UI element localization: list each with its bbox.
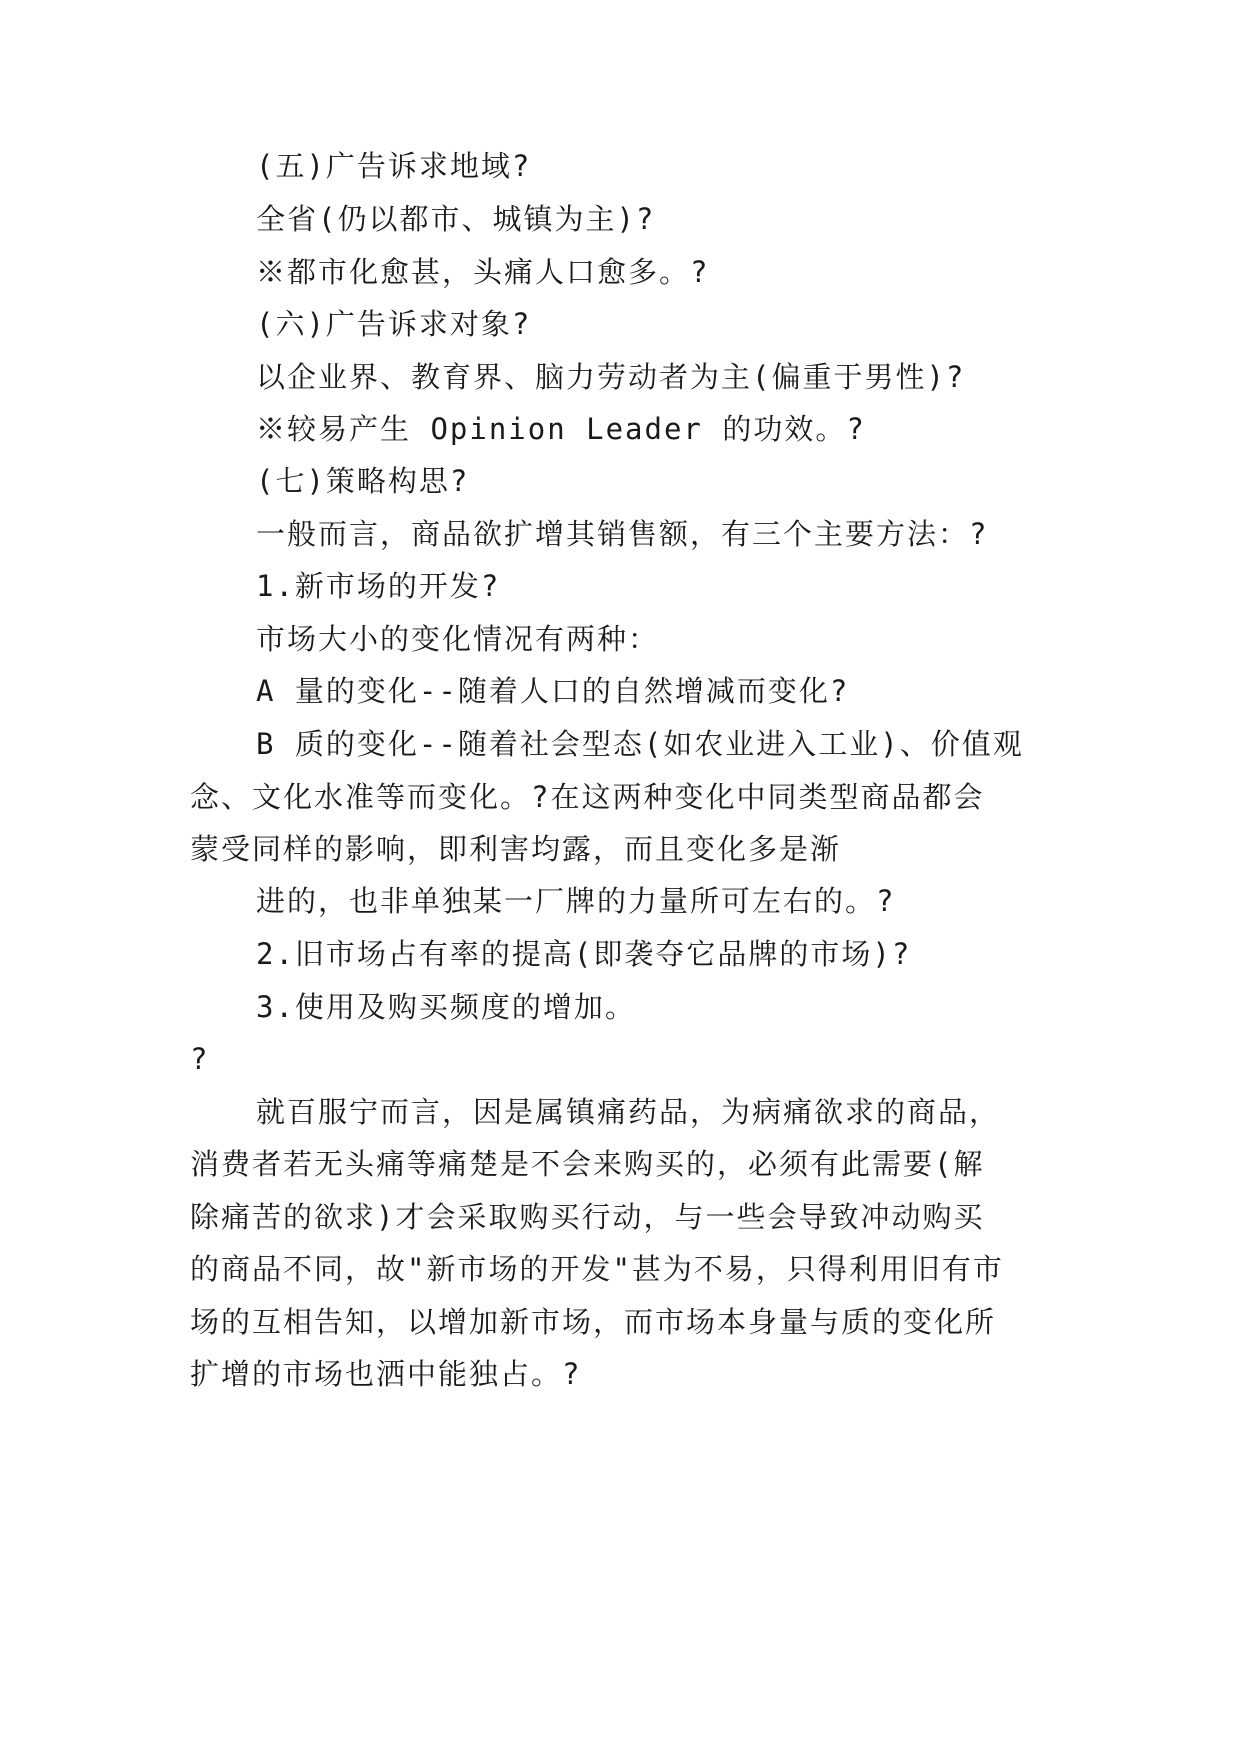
paragraph-line: (七)策略构思? xyxy=(256,464,470,498)
paragraph-line: A 量的变化--随着人口的自然增减而变化? xyxy=(256,674,850,708)
paragraph-line: 3.使用及购买频度的增加。 xyxy=(256,990,636,1024)
paragraph-line: 场的互相告知，以增加新市场，而市场本身量与质的变化所 xyxy=(190,1305,997,1339)
paragraph-line: 扩增的市场也洒中能独占。? xyxy=(190,1357,582,1391)
paragraph-line: 的商品不同，故"新市场的开发"甚为不易，只得利用旧有市 xyxy=(190,1252,1004,1286)
paragraph-line: 消费者若无头痛等痛楚是不会来购买的，必须有此需要(解 xyxy=(190,1147,985,1181)
paragraph-line: ※都市化愈甚，头痛人口愈多。? xyxy=(256,255,710,289)
paragraph-line: (六)广告诉求对象? xyxy=(256,307,532,341)
paragraph-line: 除痛苦的欲求)才会采取购买行动，与一些会导致冲动购买 xyxy=(190,1200,985,1234)
paragraph-line: 全省(仍以都市、城镇为主)? xyxy=(256,202,656,236)
paragraph-line: ? xyxy=(190,1042,210,1076)
paragraph-line: 市场大小的变化情况有两种： xyxy=(256,622,660,656)
paragraph-line: 就百服宁而言，因是属镇痛药品，为病痛欲求的商品， xyxy=(256,1095,1001,1129)
paragraph-line: 进的，也非单独某一厂牌的力量所可左右的。? xyxy=(256,884,896,918)
paragraph-line: (五)广告诉求地域? xyxy=(256,149,532,183)
paragraph-line: 2.旧市场占有率的提高(即袭夺它品牌的市场)? xyxy=(256,937,912,971)
paragraph-line: 蒙受同样的影响，即利害均露，而且变化多是渐 xyxy=(190,832,842,866)
paragraph-line: 一般而言，商品欲扩增其销售额，有三个主要方法：? xyxy=(256,517,989,551)
paragraph-line: 以企业界、教育界、脑力劳动者为主(偏重于男性)? xyxy=(256,360,966,394)
paragraph-line: 1.新市场的开发? xyxy=(256,569,501,603)
paragraph-line: B 质的变化--随着社会型态(如农业进入工业)、价值观 xyxy=(256,727,1024,761)
paragraph-line: ※较易产生 Opinion Leader 的功效。? xyxy=(256,412,866,446)
paragraph-line: 念、文化水准等而变化。?在这两种变化中同类型商品都会 xyxy=(190,780,985,814)
